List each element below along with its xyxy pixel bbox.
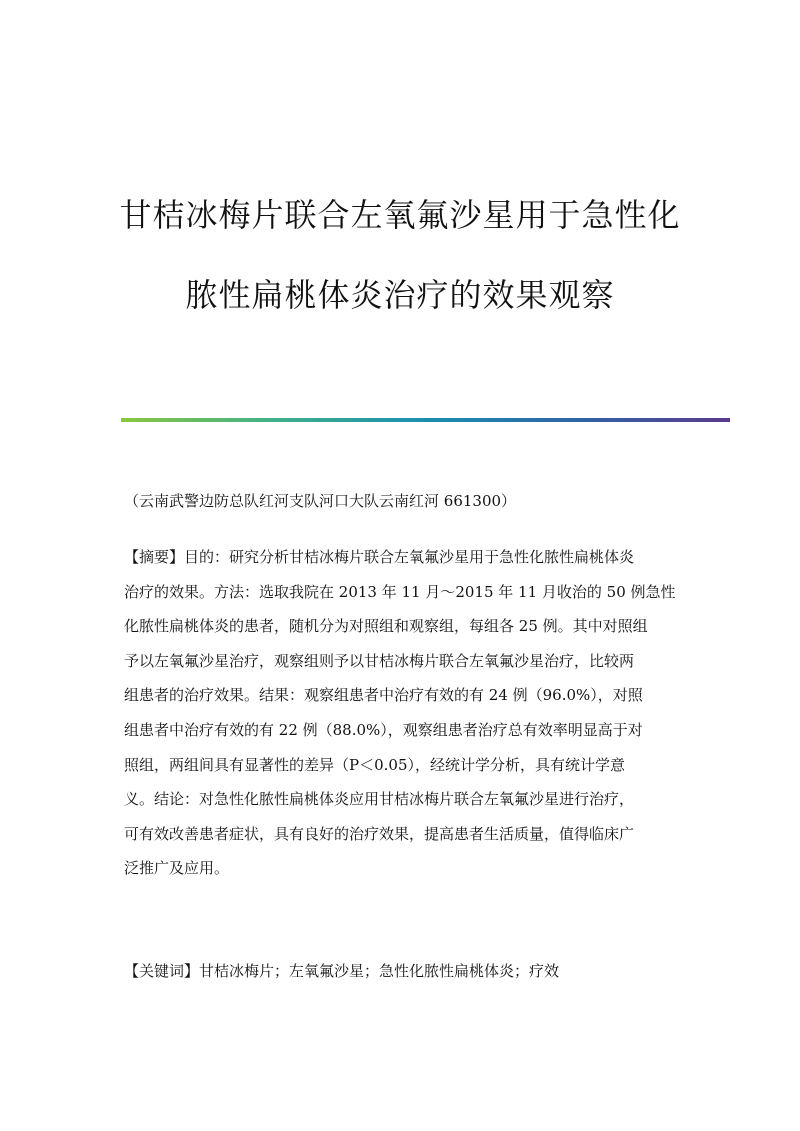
abstract-line: 泛推广及应用。	[124, 859, 230, 878]
abstract-line: 治疗的效果。方法：选取我院在 2013 年 11 月～2015 年 11 月收治的 50 例急性	[124, 582, 676, 601]
abstract-line: 可有效改善患者症状，具有良好的治疗效果，提高患者生活质量，值得临床广	[124, 824, 635, 843]
author-affiliation: （云南武警边防总队红河支队河口大队云南红河 661300）	[124, 492, 517, 510]
abstract-line: 化脓性扁桃体炎的患者，随机分为对照组和观察组，每组各 25 例。其中对照组	[124, 617, 648, 636]
abstract-line: 【摘要】目的：研究分析甘桔冰梅片联合左氧氟沙星用于急性化脓性扁桃体炎	[124, 548, 635, 566]
gradient-divider	[121, 418, 730, 422]
paper-title-line-2: 脓性扁桃体炎治疗的效果观察	[185, 276, 615, 314]
abstract-line: 义。结论：对急性化脓性扁桃体炎应用甘桔冰梅片联合左氧氟沙星进行治疗，	[124, 790, 635, 809]
abstract-line: 组患者的治疗效果。结果：观察组患者中治疗有效的有 24 例（96.0%），对照	[124, 686, 643, 705]
abstract-line: 组患者中治疗有效的有 22 例（88.0%），观察组患者治疗总有效率明显高于对	[124, 720, 643, 739]
keywords: 【关键词】甘桔冰梅片；左氧氟沙星；急性化脓性扁桃体炎；疗效	[124, 962, 560, 980]
abstract-line: 照组，两组间具有显著性的差异（P＜0.05），经统计学分析，具有统计学意	[124, 755, 625, 774]
abstract	[124, 540, 684, 886]
paper-title-line-1: 甘桔冰梅片联合左氧氟沙星用于急性化	[119, 196, 681, 234]
abstract-line: 予以左氧氟沙星治疗，观察组则予以甘桔冰梅片联合左氧氟沙星治疗，比较两	[124, 651, 635, 670]
